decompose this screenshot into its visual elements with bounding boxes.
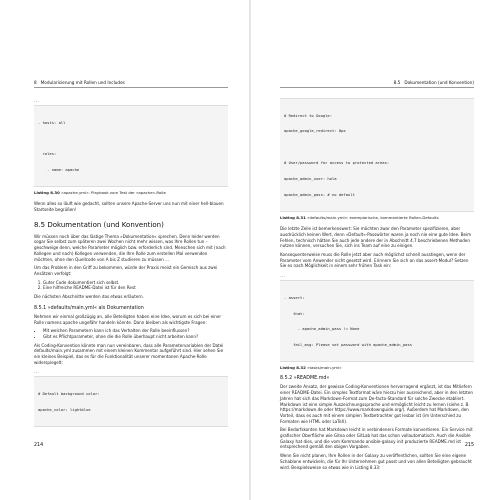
- running-head-title: Modularisierung mit Rollen und Includes: [40, 80, 125, 85]
- body-paragraph: Konsequenterweise muss die Rolle jetzt aber auch möglichst schnell ausstiegen, wenn der Parameter vom Anwender nicht gesetzt wird. Erinnern Sie sich an das assert-Modul? Setzen Sie es nach Möglichkeit in einem sehr frühen Task ein:: [280, 251, 469, 269]
- body-paragraph: Wir müssen noch über das lästige Thema »Dokumentation« sprechen. Denn leider werden sogar Sie selbst zum späteren zwei Wochen nicht mehr wissen, was Ihre Rollen tun – geschweige denn, welche Parameter möglich bzw. erforderlich sind. Menschen sich mit (nach Kollegen und nach) Kollegen verwenden, die Ihre Rolle zum erstellen Mal verwenden möchten, ohne den Quellcode von A bis Z studieren zu müssen ...: [34, 233, 226, 262]
- code-line: roles:: [38, 151, 57, 157]
- body-paragraph: Die letzte Zeile ist bemerkenswert: Sie möchten zwar den Parameter spezifizieren, aber ausdrücklich keinen Wert, denn »Default«-Passwörter waren ja noch nie eine gute Idee. Beim Fehlen, technisch hätten Sie auch jede andere der in Abschnitt 4.7 beschriebenen Methoden nutzen können, versuchen Sie, sich ins Team auf eine zu einigen.: [280, 226, 472, 249]
- listing-caption: [280, 215, 474, 220]
- section-heading: 8.5 Dokumentation (und Konvention): [34, 220, 164, 229]
- running-head-number: 8: [34, 80, 37, 85]
- listing-text: »defaults/main.yml«: exemplarische, kommentierte Rollen-Defaults: [307, 214, 439, 220]
- page-number-left: 214: [34, 443, 44, 448]
- body-paragraph: Wenn Sie nicht planen, Ihre Rollen in der Galaxy zu veröffentlichen, sollten Sie eine eigene Schablone entwickeln, die für Ihr Unternehmen gut passt und von allen Beteiligten gebraucht wird. Beispielsweise so etwas wie in Listing 8.33:: [280, 453, 472, 470]
- code-line: apache_admin_user: hola: [284, 176, 337, 182]
- body-paragraph: Der zweite Ansatz, der gewisse Coding-Konventionen hervorragend ergänzt, ist das Mitliefern einer README-Datei. Ein simples Textformat wäre hierzu hier ausreichend, aber in den letzten Jahren hat sich das Markdown-Format zum De-facto-Standard für solche Zwecke etabliert. Markdown ist eine simple Auszeichnungssprache und ermöglicht leicht zu lernen (siehe z. B. https://markdown.de oder https://www.markdownguide.org/). Außerdem hat Markdown, den Vorteil, dass es auch mit einem simplen Textbetrachter gut lesbar ist (im Unterschied zu Formaten wie HTML oder LaTeX).: [280, 384, 473, 424]
- bullet-list: [34, 328, 228, 339]
- running-head-number: 8.5: [393, 80, 401, 85]
- code-block-defaults-main: [280, 98, 474, 212]
- right-page: [250, 0, 500, 500]
- listing-caption: [34, 190, 228, 195]
- code-line: [38, 135, 224, 140]
- listing-label: Listing 8.31: [280, 214, 306, 220]
- running-head-title: Dokumentation (und Konvention): [404, 80, 474, 85]
- code-line: fail_msg: Please set password with apache_admin_pass: [284, 342, 413, 348]
- numbered-item: 1. Guter Code dokumentiert sich selbst.: [43, 280, 228, 286]
- listing-label: Listing 8.30: [34, 190, 60, 196]
- code-line: apache_admin_pass: # no default: [284, 192, 355, 198]
- code-line: # Default background color:: [38, 391, 100, 397]
- body-paragraph: Als Coding-Konvention könnte man nun vereinbaren, dass alle Parametervariablen der Datei defaults/main.yml zusammen mit einem kleinen Kommentar aufgeführt sind. Hier sehen Sie ein kleines Beispiel, das es für die Funktionalität unserer momentanen Apache-Rolle widerspiegelt:: [34, 342, 224, 365]
- listing-label: Listing 8.32: [280, 365, 306, 371]
- code-line: that:: [284, 310, 305, 316]
- code-line: apache_google_redirect: 0px: [284, 128, 346, 134]
- code-line: - hosts: all: [38, 119, 66, 125]
- code-line: - apache_admin_pass != None: [284, 326, 360, 332]
- code-line: - name: apache: [38, 167, 80, 173]
- body-paragraph: Bei Bedarfskonten hat Markdown leicht in verbindeners Formate konvertieren. Ein Service mit grafischer Oberfläche wie Gitea oder GitLab hat das schon vollautomatisch. Auch die Ansible Galaxy hat dies, und die vom Kommando ansible-galaxy init produzierte README.md ist entsprechend gemäß den obigen Vorgaben.: [280, 427, 473, 450]
- code-block-playbook: [34, 105, 228, 187]
- page-number-right: 215: [464, 443, 474, 448]
- bullet-item: • Gibt es Pflichtparameter, ohne die die Rolle überhaupt nicht arbeiten kann?: [43, 334, 228, 340]
- subsection-heading: 8.5.2 »README.md«: [280, 376, 330, 382]
- code-block-defaults: [34, 376, 228, 426]
- body-paragraph: Wenn alles so läuft wie gedacht, sollten unsere Apache-Server uns nun mit einer hell-blauen Startseite begrüßen!: [34, 201, 224, 213]
- subsection-heading: 8.5.1 »defaults/main.yml« als Dokumentation: [34, 305, 144, 311]
- code-line: # Redirect to Google:: [284, 112, 333, 118]
- code-ellipsis: ...: [34, 369, 40, 375]
- code-block-assert: [280, 280, 474, 362]
- code-ellipsis: ...: [34, 98, 40, 103]
- code-line: - assert:: [284, 294, 305, 300]
- body-paragraph: Um das Problem in den Griff zu bekommen, würde der Praxis meist ein Gemisch aus zwei Ansätzen verfolgt:: [34, 265, 218, 276]
- body-paragraph: Nehmen wir einmal großzügig an, alle Beteiligten haben eine Idee, worum es sich bei einer Rolle namens apache ungefähr handeln könnte. Dann bleiben als wichtigste Fragen:: [34, 313, 222, 325]
- listing-text: »tasks/main.yml«: [307, 365, 342, 371]
- code-line: apache_color: lightblue: [38, 406, 91, 412]
- listing-caption: [280, 365, 474, 370]
- numbered-item: 2. Eine hilfreiche README-Datei ist für den Rest: [43, 285, 228, 291]
- running-head-left: [34, 80, 228, 88]
- code-ellipsis: ...: [280, 273, 286, 279]
- code-line: [284, 144, 470, 149]
- code-line: # User/password for access to protected areas:: [284, 160, 390, 166]
- running-head-right: [280, 80, 474, 88]
- body-paragraph: Die nächsten Abschnitte werden das etwas erläutern.: [34, 294, 144, 300]
- bullet-item: • Mit welchen Parametern kann ich das Verhalten der Rolle beeinflussen?: [43, 328, 228, 334]
- numbered-list: [34, 280, 228, 291]
- listing-text: »apache.yml«: Playbook zum Test der »apache«-Rolle: [61, 190, 166, 196]
